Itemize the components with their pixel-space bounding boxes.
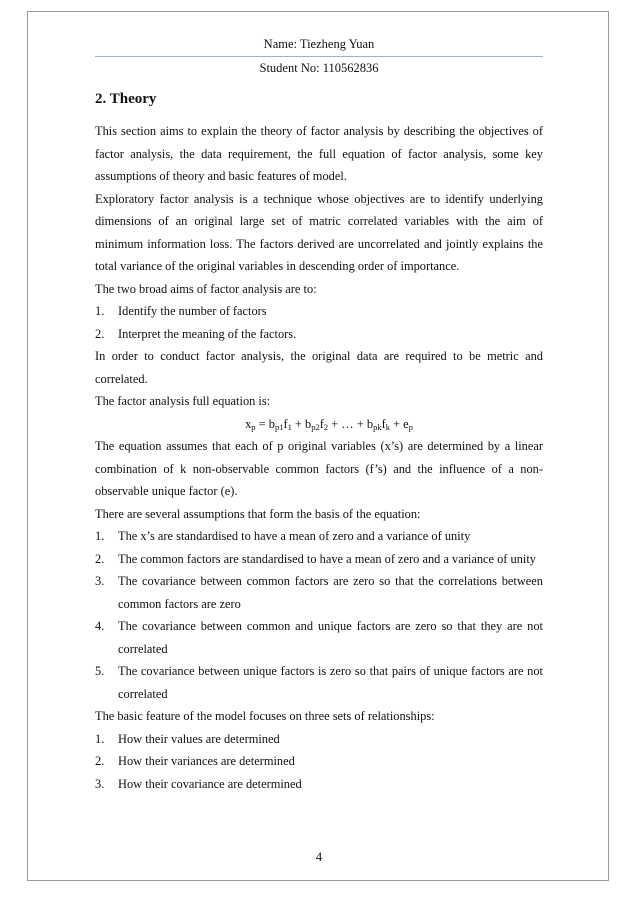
list-number: 2. — [95, 551, 105, 566]
list-text: The common factors are standardised to have a mean of zero and a variance of unity — [118, 551, 537, 566]
list-number: 3. — [95, 574, 105, 588]
paragraph-aims-intro: The two broad aims of factor analysis are to: — [95, 281, 317, 296]
list-text: The covariance between common and unique factors are zero so that they are not correlated — [118, 619, 543, 656]
list-item — [95, 615, 543, 660]
factor-equation: $x_p = b_{p1}f_1 + b_{p2}f_2$ + … + $b_{pk}f_k + e_p$ — [245, 416, 413, 432]
paragraph-intro: This section aims to explain the theory of factor analysis by describing the objectives of factor analysis, the data requirement, the full equation of factor analysis, some key assumptions of theory and basic features of model. — [95, 124, 543, 183]
list-text: The covariance between unique factors is zero so that pairs of unique factors are not correlated — [118, 664, 543, 701]
header-student-no: Student No: 110562836 — [259, 61, 379, 75]
page-number: 4 — [315, 850, 323, 864]
list-number: 1. — [95, 529, 105, 543]
document-body — [95, 120, 543, 795]
list-number: 1. — [95, 731, 105, 746]
paragraph-equation-explanation: The equation assumes that each of p original variables (x’s) are determined by a linear combination of k non-observable common factors (f’s) and the influence of a non-observable unique factor (e). — [95, 439, 543, 498]
list-text: The x’s are standardised to have a mean of zero and a variance of unity — [118, 529, 471, 543]
list-item — [95, 728, 543, 751]
list-text: The covariance between common factors are zero so that the correlations between common factors are zero — [118, 574, 543, 611]
list-number: 2. — [95, 754, 105, 768]
list-text: Interpret the meaning of the factors. — [118, 326, 297, 341]
list-number: 1. — [95, 304, 105, 318]
list-item — [95, 525, 543, 548]
section-title: 2. Theory — [95, 91, 157, 107]
list-text: How their variances are determined — [118, 754, 295, 768]
paragraph-assumptions-intro: There are several assumptions that form the basis of the equation: — [95, 506, 421, 521]
list-item — [95, 323, 543, 346]
list-text: How their values are determined — [118, 731, 280, 746]
list-number: 3. — [95, 776, 105, 791]
list-number: 2. — [95, 326, 105, 341]
paragraph-data-requirement: In order to conduct factor analysis, the original data are required to be metric and correlated. — [95, 349, 543, 386]
header-name: Name: Tiezheng Yuan — [263, 37, 375, 51]
list-number: 5. — [95, 664, 105, 678]
list-number: 4. — [95, 619, 105, 633]
paragraph-efa: Exploratory factor analysis is a technique whose objectives are to identify underlying dimensions of an original large set of matric correlated variables with the aim of minimum information loss. The factors derived are uncorrelated and jointly explains the total variance of the original variables in descending order of importance. — [95, 191, 543, 273]
list-item — [95, 300, 543, 323]
paragraph-features-intro: The basic feature of the model focuses on three sets of relationships: — [95, 709, 435, 723]
list-item — [95, 570, 543, 615]
list-item — [95, 773, 543, 796]
header-divider — [95, 56, 543, 57]
list-text: How their covariance are determined — [118, 776, 302, 791]
paragraph-equation-intro: The factor analysis full equation is: — [95, 394, 271, 408]
list-item — [95, 660, 543, 705]
list-text: Identify the number of factors — [118, 304, 267, 318]
list-item — [95, 548, 543, 571]
list-item — [95, 750, 543, 773]
